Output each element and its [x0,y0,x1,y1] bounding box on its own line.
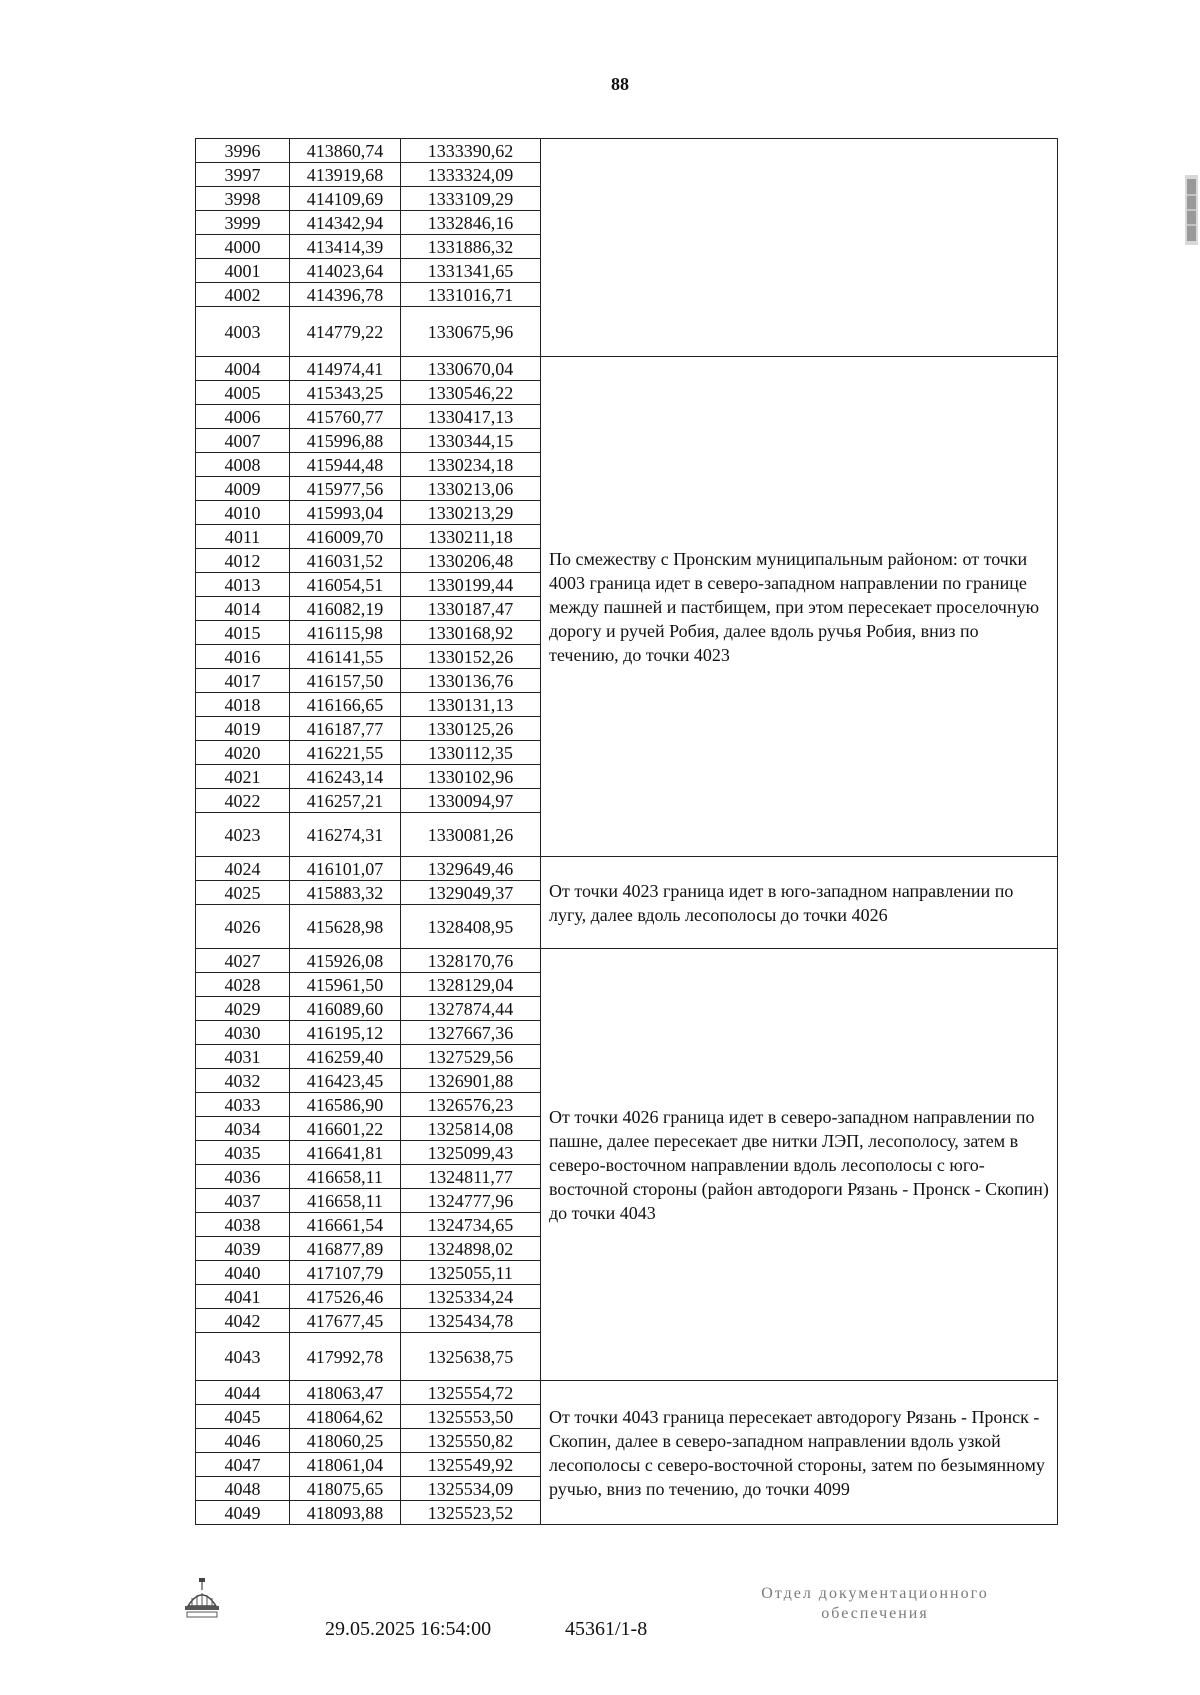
point-number-cell: 4018 [196,693,290,717]
point-number-cell: 4047 [196,1453,290,1477]
x-coordinate-cell: 416259,40 [290,1045,401,1069]
footer-document-number: 45361/1-8 [565,1618,648,1640]
page-number: 88 [611,74,629,94]
point-number-cell: 4001 [196,259,290,283]
x-coordinate-cell: 416089,60 [290,997,401,1021]
point-number-cell: 3996 [196,139,290,163]
x-coordinate-cell: 418063,47 [290,1381,401,1405]
point-number-cell: 4031 [196,1045,290,1069]
y-coordinate-cell: 1325549,92 [401,1453,541,1477]
x-coordinate-cell: 416101,07 [290,857,401,881]
x-coordinate-cell: 415944,48 [290,453,401,477]
x-coordinate-cell: 416243,14 [290,765,401,789]
y-coordinate-cell: 1328170,76 [401,949,541,973]
x-coordinate-cell: 416187,77 [290,717,401,741]
point-number-cell: 4032 [196,1069,290,1093]
point-number-cell: 4016 [196,645,290,669]
point-number-cell: 4019 [196,717,290,741]
y-coordinate-cell: 1329049,37 [401,881,541,905]
x-coordinate-cell: 415628,98 [290,905,401,949]
table-row [196,857,1058,881]
y-coordinate-cell: 1330417,13 [401,405,541,429]
x-coordinate-cell: 414023,64 [290,259,401,283]
y-coordinate-cell: 1325638,75 [401,1333,541,1381]
x-coordinate-cell: 416031,52 [290,549,401,573]
point-number-cell: 4024 [196,857,290,881]
x-coordinate-cell: 416586,90 [290,1093,401,1117]
x-coordinate-cell: 415977,56 [290,477,401,501]
x-coordinate-cell: 416601,22 [290,1117,401,1141]
x-coordinate-cell: 413414,39 [290,235,401,259]
x-coordinate-cell: 414109,69 [290,187,401,211]
point-number-cell: 4005 [196,381,290,405]
scan-edge-mark [1183,175,1200,245]
x-coordinate-cell: 415883,32 [290,881,401,905]
y-coordinate-cell: 1330152,26 [401,645,541,669]
table-row [196,139,1058,163]
point-number-cell: 4040 [196,1261,290,1285]
y-coordinate-cell: 1331341,65 [401,259,541,283]
point-number-cell: 4020 [196,741,290,765]
coordinates-table [195,138,1058,1525]
point-number-cell: 4006 [196,405,290,429]
point-number-cell: 4046 [196,1429,290,1453]
y-coordinate-cell: 1330081,26 [401,813,541,857]
y-coordinate-cell: 1331886,32 [401,235,541,259]
point-number-cell: 4048 [196,1477,290,1501]
y-coordinate-cell: 1330213,06 [401,477,541,501]
y-coordinate-cell: 1324777,96 [401,1189,541,1213]
y-coordinate-cell: 1328129,04 [401,973,541,997]
point-number-cell: 4021 [196,765,290,789]
table-row [196,1381,1058,1405]
y-coordinate-cell: 1333390,62 [401,139,541,163]
x-coordinate-cell: 416157,50 [290,669,401,693]
point-number-cell: 4043 [196,1333,290,1381]
x-coordinate-cell: 416115,98 [290,621,401,645]
x-coordinate-cell: 416658,11 [290,1189,401,1213]
x-coordinate-cell: 418061,04 [290,1453,401,1477]
boundary-description-cell: От точки 4026 граница идет в северо-западном направлении по пашне, далее пересекает две нитки ЛЭП, лесополосу, затем в северо-восточном направлении вдоль лесополосы с юго-восточной стороны (район автодороги Рязань - Пронск - Скопин) до точки 4043 [541,949,1058,1381]
y-coordinate-cell: 1325554,72 [401,1381,541,1405]
point-number-cell: 4025 [196,881,290,905]
point-number-cell: 4027 [196,949,290,973]
y-coordinate-cell: 1330199,44 [401,573,541,597]
x-coordinate-cell: 416658,11 [290,1165,401,1189]
y-coordinate-cell: 1330234,18 [401,453,541,477]
y-coordinate-cell: 1330112,35 [401,741,541,765]
y-coordinate-cell: 1330344,15 [401,429,541,453]
point-number-cell: 4023 [196,813,290,857]
point-number-cell: 4017 [196,669,290,693]
table-row [196,949,1058,973]
y-coordinate-cell: 1325534,09 [401,1477,541,1501]
x-coordinate-cell: 413919,68 [290,163,401,187]
y-coordinate-cell: 1330094,97 [401,789,541,813]
y-coordinate-cell: 1330131,13 [401,693,541,717]
x-coordinate-cell: 416877,89 [290,1237,401,1261]
x-coordinate-cell: 416082,19 [290,597,401,621]
point-number-cell: 4011 [196,525,290,549]
point-number-cell: 4036 [196,1165,290,1189]
point-number-cell: 4026 [196,905,290,949]
x-coordinate-cell: 414974,41 [290,357,401,381]
y-coordinate-cell: 1324811,77 [401,1165,541,1189]
y-coordinate-cell: 1326576,23 [401,1093,541,1117]
point-number-cell: 4038 [196,1213,290,1237]
x-coordinate-cell: 416274,31 [290,813,401,857]
y-coordinate-cell: 1327874,44 [401,997,541,1021]
y-coordinate-cell: 1333109,29 [401,187,541,211]
point-number-cell: 4044 [196,1381,290,1405]
x-coordinate-cell: 415343,25 [290,381,401,405]
x-coordinate-cell: 416257,21 [290,789,401,813]
boundary-description-cell: От точки 4023 граница идет в юго-западном направлении по лугу, далее вдоль лесополосы до точки 4026 [541,857,1058,949]
point-number-cell: 4034 [196,1117,290,1141]
x-coordinate-cell: 416641,81 [290,1141,401,1165]
point-number-cell: 4045 [196,1405,290,1429]
x-coordinate-cell: 415993,04 [290,501,401,525]
boundary-description-cell [541,139,1058,357]
boundary-description-cell: По смежеству с Пронским муниципальным районом: от точки 4003 граница идет в северо-западном направлении по границе между пашней и пастбищем, при этом пересекает проселочную дорогу и ручей Робия, далее вдоль ручья Робия, вниз по течению, до точки 4023 [541,357,1058,857]
y-coordinate-cell: 1331016,71 [401,283,541,307]
point-number-cell: 4037 [196,1189,290,1213]
point-number-cell: 4002 [196,283,290,307]
boundary-description-cell: От точки 4043 граница пересекает автодорогу Рязань - Пронск - Скопин, далее в северо-западном направлении вдоль узкой лесополосы с северо-восточной стороны, затем по безымянному ручью, вниз по течению, до точки 4099 [541,1381,1058,1525]
y-coordinate-cell: 1325055,11 [401,1261,541,1285]
table-row [196,357,1058,381]
x-coordinate-cell: 414396,78 [290,283,401,307]
x-coordinate-cell: 415926,08 [290,949,401,973]
point-number-cell: 3998 [196,187,290,211]
y-coordinate-cell: 1330187,47 [401,597,541,621]
x-coordinate-cell: 416141,55 [290,645,401,669]
y-coordinate-cell: 1324898,02 [401,1237,541,1261]
x-coordinate-cell: 416423,45 [290,1069,401,1093]
y-coordinate-cell: 1325553,50 [401,1405,541,1429]
point-number-cell: 4029 [196,997,290,1021]
x-coordinate-cell: 418075,65 [290,1477,401,1501]
x-coordinate-cell: 416166,65 [290,693,401,717]
y-coordinate-cell: 1330125,26 [401,717,541,741]
y-coordinate-cell: 1327529,56 [401,1045,541,1069]
point-number-cell: 4003 [196,307,290,357]
y-coordinate-cell: 1330213,29 [401,501,541,525]
point-number-cell: 4028 [196,973,290,997]
point-number-cell: 4000 [196,235,290,259]
emblem-logo [182,1576,222,1620]
y-coordinate-cell: 1330136,76 [401,669,541,693]
stamp-line-1: Отдел документационного [761,1585,989,1602]
y-coordinate-cell: 1325523,52 [401,1501,541,1525]
point-number-cell: 4030 [196,1021,290,1045]
footer-department-stamp [700,1584,1050,1624]
point-number-cell: 4004 [196,357,290,381]
y-coordinate-cell: 1325550,82 [401,1429,541,1453]
point-number-cell: 4008 [196,453,290,477]
y-coordinate-cell: 1332846,16 [401,211,541,235]
x-coordinate-cell: 417677,45 [290,1309,401,1333]
point-number-cell: 4039 [196,1237,290,1261]
y-coordinate-cell: 1325814,08 [401,1117,541,1141]
y-coordinate-cell: 1328408,95 [401,905,541,949]
x-coordinate-cell: 414342,94 [290,211,401,235]
point-number-cell: 3999 [196,211,290,235]
point-number-cell: 4049 [196,1501,290,1525]
y-coordinate-cell: 1324734,65 [401,1213,541,1237]
point-number-cell: 4013 [196,573,290,597]
x-coordinate-cell: 414779,22 [290,307,401,357]
point-number-cell: 4015 [196,621,290,645]
y-coordinate-cell: 1326901,88 [401,1069,541,1093]
y-coordinate-cell: 1330546,22 [401,381,541,405]
footer-datetime: 29.05.2025 16:54:00 [325,1618,492,1640]
y-coordinate-cell: 1333324,09 [401,163,541,187]
y-coordinate-cell: 1330211,18 [401,525,541,549]
x-coordinate-cell: 418093,88 [290,1501,401,1525]
x-coordinate-cell: 417992,78 [290,1333,401,1381]
point-number-cell: 4042 [196,1309,290,1333]
x-coordinate-cell: 415961,50 [290,973,401,997]
y-coordinate-cell: 1325434,78 [401,1309,541,1333]
point-number-cell: 4007 [196,429,290,453]
y-coordinate-cell: 1330206,48 [401,549,541,573]
x-coordinate-cell: 416661,54 [290,1213,401,1237]
x-coordinate-cell: 416009,70 [290,525,401,549]
point-number-cell: 4035 [196,1141,290,1165]
y-coordinate-cell: 1325334,24 [401,1285,541,1309]
y-coordinate-cell: 1327667,36 [401,1021,541,1045]
x-coordinate-cell: 415760,77 [290,405,401,429]
y-coordinate-cell: 1329649,46 [401,857,541,881]
x-coordinate-cell: 418060,25 [290,1429,401,1453]
x-coordinate-cell: 415996,88 [290,429,401,453]
point-number-cell: 3997 [196,163,290,187]
x-coordinate-cell: 417526,46 [290,1285,401,1309]
point-number-cell: 4014 [196,597,290,621]
x-coordinate-cell: 418064,62 [290,1405,401,1429]
point-number-cell: 4033 [196,1093,290,1117]
y-coordinate-cell: 1330168,92 [401,621,541,645]
y-coordinate-cell: 1325099,43 [401,1141,541,1165]
point-number-cell: 4012 [196,549,290,573]
x-coordinate-cell: 417107,79 [290,1261,401,1285]
x-coordinate-cell: 416195,12 [290,1021,401,1045]
stamp-line-2: обеспечения [821,1605,929,1622]
x-coordinate-cell: 413860,74 [290,139,401,163]
point-number-cell: 4022 [196,789,290,813]
y-coordinate-cell: 1330102,96 [401,765,541,789]
y-coordinate-cell: 1330675,96 [401,307,541,357]
y-coordinate-cell: 1330670,04 [401,357,541,381]
point-number-cell: 4041 [196,1285,290,1309]
x-coordinate-cell: 416221,55 [290,741,401,765]
point-number-cell: 4010 [196,501,290,525]
x-coordinate-cell: 416054,51 [290,573,401,597]
point-number-cell: 4009 [196,477,290,501]
